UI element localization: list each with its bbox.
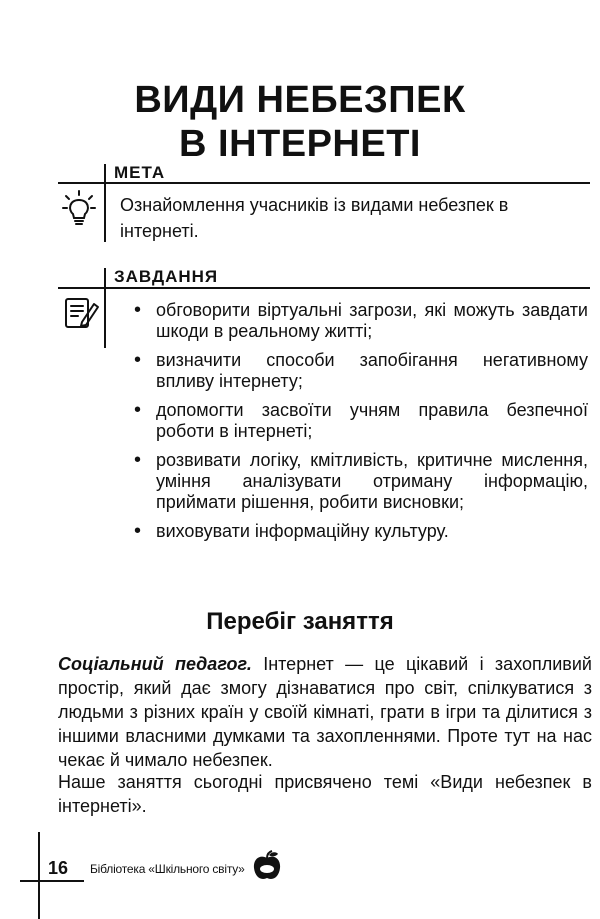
lightbulb-icon: [62, 190, 96, 233]
goal-text: Ознайомлення учасників із видами небезпек в інтернеті.: [120, 195, 509, 241]
paragraph-1-text: Інтернет — це цікавий і захопливий простір, який дає змогу дізнаватися про світ, спілкуватися з людьми з різних країн у своїй кімнаті, грати в ігри та ділитися з іншими власними думками та захопленнями. Проте тут на нас чекає й чимало небезпек.: [58, 654, 592, 770]
course-paragraph-2: Наше заняття сьогодні присвячено темі «Види небезпек в інтернеті».: [58, 772, 592, 816]
task-item: • обговорити віртуальні загрози, які можуть завдати шкоди в реальному житті;: [132, 300, 588, 342]
title-line-2: В ІНТЕРНЕТІ: [179, 123, 421, 165]
speaker-label: Соціальний педагог.: [58, 654, 252, 674]
course-paragraph-1: [58, 652, 592, 772]
task-item: • допомогти засвоїти учням правила безпечної роботи в інтернеті;: [132, 400, 588, 442]
tasks-divider: [58, 287, 590, 289]
apple-logo-icon: [252, 850, 282, 887]
task-item: • визначити способи запобігання негативному впливу інтернету;: [132, 350, 588, 392]
tasks-label: ЗАВДАННЯ: [114, 267, 219, 286]
task-item: • розвивати логіку, кмітливість, критичне мислення, уміння аналізувати отриману інформацію, приймати рішення, робити висновки;: [132, 450, 588, 513]
footer-horizontal-rule: [20, 880, 84, 882]
page-title: [0, 78, 600, 166]
course-heading: Перебіг заняття: [206, 608, 394, 635]
notepad-pencil-icon: [64, 296, 100, 335]
task-item: • виховувати інформаційну культуру.: [132, 521, 588, 542]
goal-label: МЕТА: [114, 163, 166, 182]
tasks-list: [132, 300, 588, 550]
goal-vertical-rule: [104, 164, 106, 242]
footer-library: Бібліотека «Шкільного світу»: [90, 862, 245, 876]
page-number: 16: [47, 858, 69, 878]
title-line-1: ВИДИ НЕБЕЗПЕК: [134, 79, 466, 121]
tasks-vertical-rule: [104, 268, 106, 348]
